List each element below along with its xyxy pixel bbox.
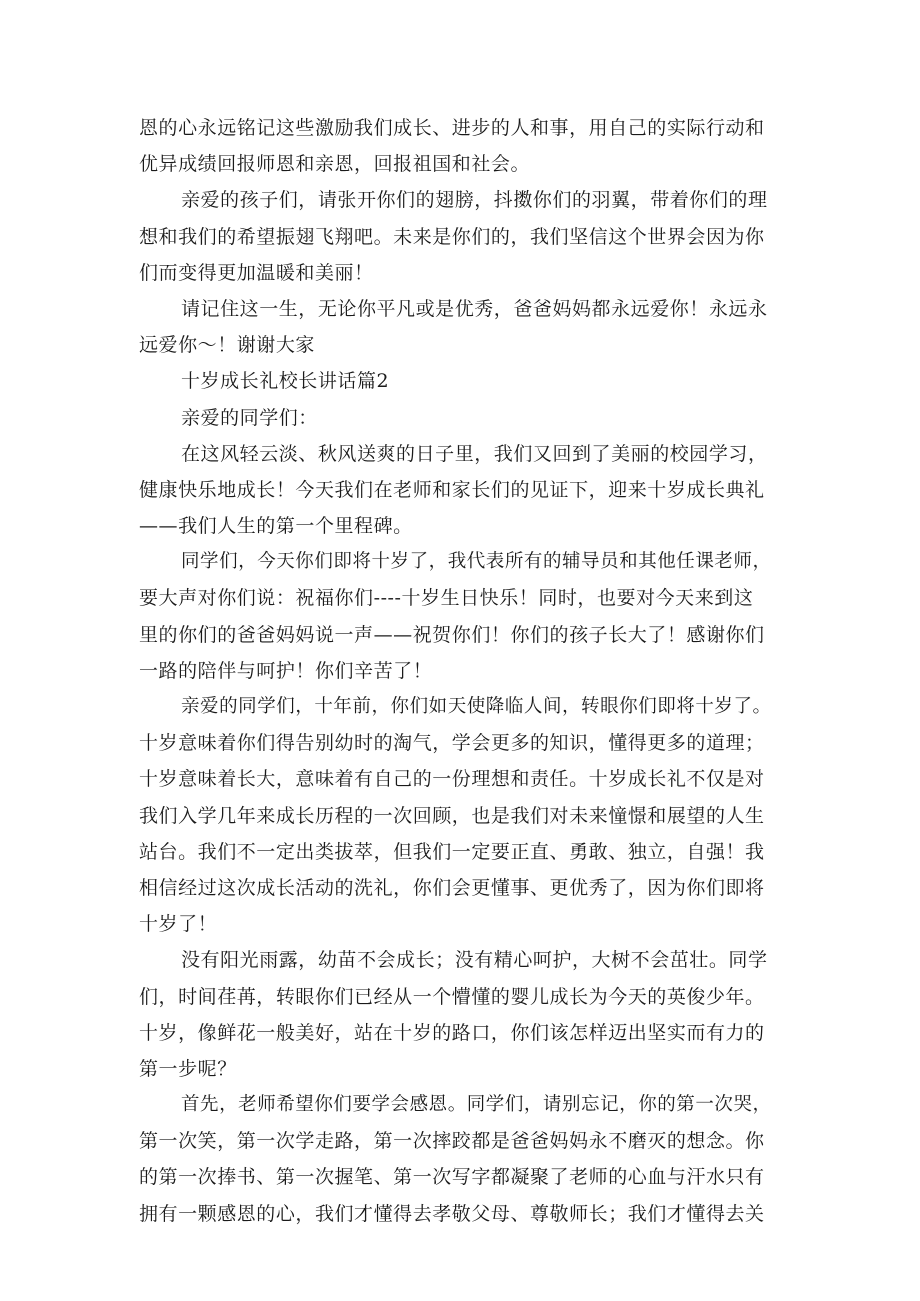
paragraph-first-line: 首先，老师希望你们要学会感恩。同学们，请别忘记，你的第一次哭， (181, 1094, 772, 1116)
paragraph-first-line: 请记住这一生，无论你平凡或是优秀，爸爸妈妈都永远爱你！永远永 (181, 297, 768, 320)
paragraph-line: 远爱你～！谢谢大家 (139, 334, 315, 357)
paragraph-line: 相信经过这次成长活动的洗礼，你们会更懂事、更优秀了，因为你们即将 (139, 876, 765, 899)
paragraph-line: 第一次笑，第一次学走路，第一次摔跤都是爸爸妈妈永不磨灭的想念。你 (139, 1130, 765, 1153)
paragraph-line: 们，时间荏苒，转眼你们已经从一个懵懂的婴儿成长为今天的英俊少年。 (139, 985, 765, 1008)
paragraph-first-line: 没有阳光雨露，幼苗不会成长；没有精心呵护，大树不会茁壮。同学 (181, 949, 768, 972)
paragraph-line: 十岁了！ (139, 913, 218, 936)
paragraph-line: 一路的陪伴与呵护！你们辛苦了！ (139, 659, 433, 682)
paragraph-line: 拥有一颗感恩的心，我们才懂得去孝敬父母、尊敬师长；我们才懂得去关 (139, 1202, 765, 1225)
paragraph-line: 优异成绩回报师恩和亲恩，回报祖国和社会。 (139, 153, 531, 176)
paragraph-line: 我们入学几年来成长历程的一次回顾，也是我们对未来憧憬和展望的人生 (139, 804, 765, 827)
paragraph-first-line: 亲爱的同学们，十年前，你们如天使降临人间，转眼你们即将十岁了。 (181, 696, 772, 717)
paragraph-line: 们而变得更加温暖和美丽！ (139, 261, 374, 284)
paragraph-line: ——我们人生的第一个里程碑。 (139, 515, 413, 538)
paragraph-line: 十岁意味着长大，意味着有自己的一份理想和责任。十岁成长礼不仅是对 (139, 768, 765, 791)
paragraph-first-line: 亲爱的同学们： (181, 406, 318, 429)
paragraph-line: 健康快乐地成长！今天我们在老师和家长们的见证下，迎来十岁成长典礼 (139, 478, 765, 501)
paragraph-line: 站台。我们不一定出类拔萃，但我们一定要正直、勇敢、独立，自强！我 (139, 840, 765, 863)
paragraph-line: 的第一次捧书、第一次握笔、第一次写字都凝聚了老师的心血与汗水只有 (139, 1166, 765, 1189)
paragraph-first-line: 在这风轻云淡、秋风送爽的日子里，我们又回到了美丽的校园学习， (181, 442, 768, 465)
paragraph-line: 第一步呢？ (139, 1057, 237, 1080)
paragraph-line: 十岁意味着你们得告别幼时的淘气，学会更多的知识，懂得更多的道理； (139, 732, 765, 755)
paragraph-first-line: 同学们，今天你们即将十岁了，我代表所有的辅导员和其他任课老师， (181, 551, 772, 573)
paragraph-line: 里的你们的爸爸妈妈说一声——祝贺你们！你们的孩子长大了！感谢你们 (139, 623, 765, 646)
document-page (139, 110, 784, 1232)
paragraph-line: 要大声对你们说：祝福你们----十岁生日快乐！同时，也要对今天来到这 (139, 587, 754, 610)
paragraph-line: 想和我们的希望振翅飞翔吧。未来是你们的，我们坚信这个世界会因为你 (139, 225, 765, 248)
paragraph-first-line: 亲爱的孩子们，请张开你们的翅膀，抖擞你们的羽翼，带着你们的理 (181, 189, 768, 212)
paragraph-line: 十岁，像鲜花一般美好，站在十岁的路口，你们该怎样迈出坚实而有力的 (139, 1021, 765, 1044)
paragraph-line: 恩的心永远铭记这些激励我们成长、进步的人和事，用自己的实际行动和 (139, 117, 765, 139)
paragraph-first-line: 十岁成长礼校长讲话篇2 (181, 370, 390, 393)
